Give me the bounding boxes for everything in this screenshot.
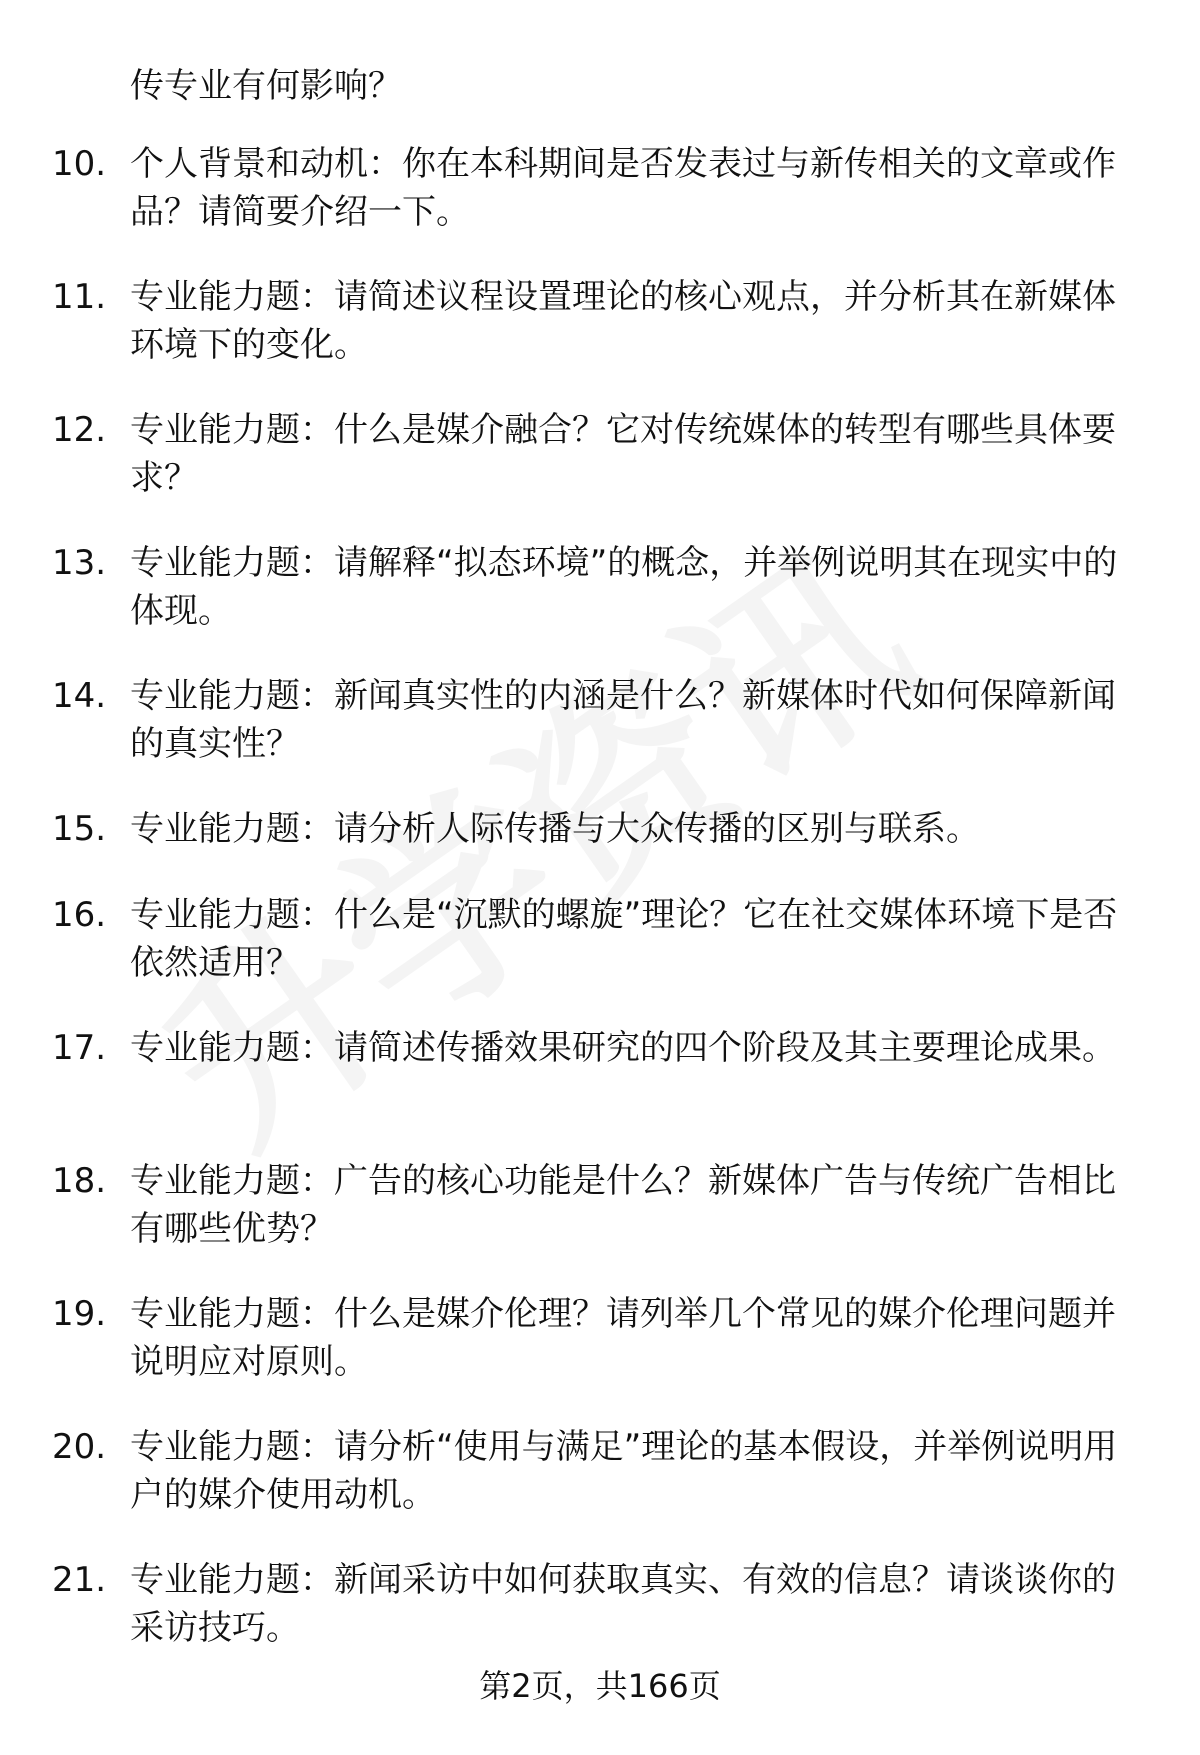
list-item — [0, 1290, 1200, 1423]
list-item — [0, 406, 1200, 539]
list-item — [0, 805, 1200, 891]
question-number: 21. — [52, 1560, 107, 1600]
question-number: 14. — [52, 676, 107, 716]
question-number: 17. — [52, 1028, 107, 1068]
question-text: 专业能力题：什么是媒介伦理？请列举几个常见的媒介伦理问题并说明应对原则。 — [130, 1294, 1116, 1382]
continued-question-text: 传专业有何影响？ — [130, 66, 402, 106]
list-item — [0, 273, 1200, 406]
question-text: 专业能力题：请解释“拟态环境”的概念，并举例说明其在现实中的体现。 — [130, 543, 1118, 631]
list-item — [0, 1423, 1200, 1556]
question-number: 12. — [52, 410, 107, 450]
question-number: 20. — [52, 1427, 107, 1467]
question-text: 专业能力题：什么是媒介融合？它对传统媒体的转型有哪些具体要求？ — [130, 410, 1116, 498]
list-item — [0, 1157, 1200, 1290]
question-list — [0, 140, 1200, 1689]
question-text: 专业能力题：新闻真实性的内涵是什么？新媒体时代如何保障新闻的真实性？ — [130, 676, 1116, 764]
list-item — [0, 1024, 1200, 1157]
question-number: 18. — [52, 1161, 107, 1201]
list-item — [0, 672, 1200, 805]
question-number: 19. — [52, 1294, 107, 1334]
question-number: 13. — [52, 543, 107, 583]
question-number: 15. — [52, 809, 107, 849]
question-number: 10. — [52, 144, 107, 184]
question-text: 专业能力题：什么是“沉默的螺旋”理论？它在社交媒体环境下是否依然适用？ — [130, 895, 1118, 983]
list-item — [0, 140, 1200, 273]
question-number: 11. — [52, 277, 107, 317]
list-item — [0, 539, 1200, 672]
question-text: 专业能力题：请分析人际传播与大众传播的区别与联系。 — [130, 809, 980, 849]
question-text: 专业能力题：请简述议程设置理论的核心观点，并分析其在新媒体环境下的变化。 — [130, 277, 1116, 365]
page-footer: 第2页，共166页 — [479, 1667, 721, 1705]
question-text: 专业能力题：请分析“使用与满足”理论的基本假设，并举例说明用户的媒介使用动机。 — [130, 1427, 1118, 1515]
list-item — [0, 891, 1200, 1024]
question-text: 专业能力题：广告的核心功能是什么？新媒体广告与传统广告相比有哪些优势？ — [130, 1161, 1116, 1249]
question-text: 专业能力题：请简述传播效果研究的四个阶段及其主要理论成果。 — [130, 1028, 1116, 1068]
question-number: 16. — [52, 895, 107, 935]
question-text: 专业能力题：新闻采访中如何获取真实、有效的信息？请谈谈你的采访技巧。 — [130, 1560, 1116, 1648]
question-text: 个人背景和动机：你在本科期间是否发表过与新传相关的文章或作品？请简要介绍一下。 — [130, 144, 1116, 232]
